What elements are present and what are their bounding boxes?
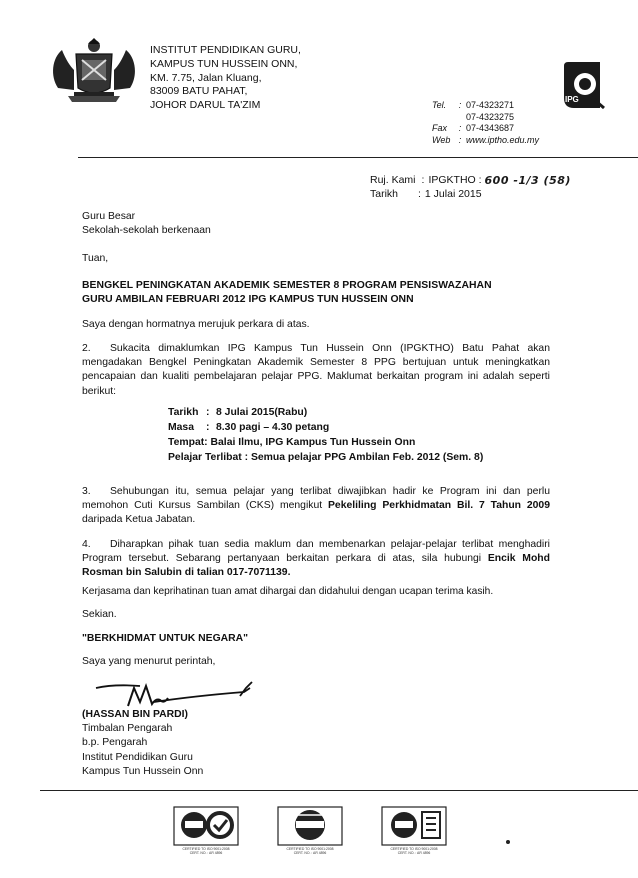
cert-label (168, 847, 244, 855)
detail-label: Tarikh (168, 407, 199, 418)
contact-row (432, 100, 539, 112)
cert-label (272, 847, 348, 855)
paragraph-2 (82, 342, 550, 399)
detail-venue (168, 435, 483, 450)
detail-participants (168, 450, 483, 465)
cert-number: CERT. NO. : AR 4896 (189, 851, 223, 855)
date-value: 1 Julai 2015 (424, 187, 482, 200)
signatory-org: Institut Pendidikan Guru (82, 751, 193, 763)
recipient-line: Guru Besar (82, 211, 136, 222)
contact-value: 07-4323271 (466, 100, 515, 110)
detail-value: 8 Julai 2015(Rabu) (216, 407, 308, 418)
contact-row (432, 135, 539, 147)
para-text-bold: Pekeliling Perkhidmatan Bil. 7 Tahun 2009 (327, 500, 550, 512)
detail-value: 8.30 pagi – 4.30 petang (216, 422, 330, 433)
detail-date (168, 405, 483, 420)
paragraph-3 (82, 485, 550, 528)
salutation: Tuan, (82, 253, 109, 264)
closing-perintah: Saya yang menurut perintah, (82, 656, 216, 667)
subject-line: BENGKEL PENINGKATAN AKADEMIK SEMESTER 8 PROGRAM PENSISWAZAHAN (82, 280, 492, 291)
contact-value-web[interactable]: www.iptho.edu.my (466, 134, 540, 145)
institute-line: 83009 BATU PAHAT, (150, 85, 248, 98)
signatory-name: (HASSAN BIN PARDI) (82, 709, 189, 720)
ref-row (370, 174, 571, 188)
institute-line: INSTITUT PENDIDIKAN GURU, (150, 44, 301, 56)
detail-sep: : (206, 422, 210, 433)
iso-cert-icon (376, 803, 452, 847)
closing-sekian: Sekian. (82, 609, 117, 620)
contact-value: 07-4323275 (466, 111, 515, 122)
date-sep: : (418, 187, 421, 200)
closing-thanks: Kerjasama dan keprihatinan tuan amat dihargai dan didahului dengan ucapan terima kasih. (82, 586, 494, 597)
ipg-logo-icon (560, 56, 606, 114)
date-row (370, 188, 571, 202)
contact-block (432, 100, 539, 146)
para-number: 4. (82, 539, 91, 550)
para-text: Sehubungan itu, semua pelajar yang terlibat diwajibkan hadir ke Program ini dan perlu memohon Cuti Kursus Sambilan (CKS) mengikut (82, 486, 550, 512)
contact-sep: : (458, 123, 462, 134)
institute-line: KM. 7.75, Jalan Kluang, (150, 71, 262, 84)
para-text: daripada Ketua Jabatan. (82, 514, 196, 526)
institute-line: KAMPUS TUN HUSSEIN ONN, (150, 57, 298, 70)
institute-address (150, 44, 301, 113)
detail-time (168, 420, 483, 435)
iso-cert-badge (168, 803, 244, 859)
iso-cert-icon (272, 803, 348, 847)
signatory-title: Timbalan Pengarah (82, 723, 173, 735)
para-text-bold: Encik Mohd Rosman bin Salubin di talian 017-7071139. (82, 553, 550, 579)
contact-row (432, 112, 539, 124)
iso-cert-badge (376, 803, 452, 859)
contact-label: Tel. (432, 100, 447, 110)
footer-divider (40, 790, 638, 791)
certification-logos (168, 803, 458, 859)
recipient (82, 210, 550, 238)
subject-line: GURU AMBILAN FEBRUARI 2012 IPG KAMPUS TUN HUSSEIN ONN (82, 294, 414, 306)
contact-sep (454, 112, 466, 124)
cert-text: CERTIFIED TO ISO 9001:2008 (182, 847, 230, 851)
detail-label: Masa (168, 422, 194, 433)
reference-block (370, 174, 571, 201)
iso-cert-icon (168, 803, 244, 847)
ref-handwritten: 600 -1/3 (58) (484, 174, 571, 187)
ref-sep: : (421, 174, 425, 186)
contact-label: Fax (432, 123, 448, 134)
ipg-logo-text: IPG (565, 95, 579, 104)
detail-sep: : (206, 407, 210, 418)
stray-dot (506, 840, 510, 844)
cert-label (376, 847, 452, 855)
para-number: 3. (82, 486, 91, 497)
ref-label: Ruj. Kami (370, 174, 416, 186)
detail-value: Pelajar Terlibat : Semua pelajar PPG Ambilan Feb. 2012 (Sem. 8) (168, 452, 484, 463)
iso-cert-badge (272, 803, 348, 859)
date-label: Tarikh (370, 187, 399, 200)
para-number: 2. (82, 343, 91, 354)
para-text: Diharapkan pihak tuan sedia maklum dan membenarkan pelajar-pelajar terlibat menghadiri Program tersebut. Sebarang pertanyaan berkaitan perkara di atas, sila hubungi (82, 539, 550, 565)
contact-label: Web (432, 134, 451, 145)
cert-text: CERTIFIED TO ISO 9001:2008 (286, 847, 334, 851)
paragraph-1: Saya dengan hormatnya merujuk perkara di atas. (82, 319, 310, 330)
contact-sep: : (458, 134, 462, 145)
cert-text: CERTIFIED TO ISO 9001:2008 (390, 847, 438, 851)
signatory-org: Kampus Tun Hussein Onn (82, 765, 204, 777)
motto: "BERKHIDMAT UNTUK NEGARA" (82, 633, 249, 644)
paragraph-4 (82, 538, 550, 581)
detail-value: Tempat: Balai Ilmu, IPG Kampus Tun Hussein Onn (168, 437, 416, 448)
recipient-line: Sekolah-sekolah berkenaan (82, 225, 211, 237)
contact-label (432, 112, 454, 124)
ref-value: IPGKTHO : (428, 174, 482, 186)
contact-value: 07-4343687 (466, 123, 515, 134)
event-details (168, 405, 483, 465)
para-text: Sukacita dimaklumkan IPG Kampus Tun Hussein Onn (IPGKTHO) Batu Pahat akan mengadakan Bengkel Peningkatan Akademik Semester 8 PPG bertujuan untuk meningkatkan pencapaian dan kualiti pembelajaran pelajar PPG. Maklumat berkaitan program ini adalah seperti berikut: (82, 343, 550, 397)
signatory (82, 708, 550, 779)
cert-number: CERT. NO. : AR 4896 (293, 851, 327, 855)
contact-row (432, 123, 539, 135)
cert-number: CERT. NO. : AR 4896 (397, 851, 431, 855)
signatory-title: b.p. Pengarah (82, 737, 148, 749)
institute-line: JOHOR DARUL TA'ZIM (150, 99, 261, 112)
malaysia-crest-icon (48, 36, 140, 106)
subject (82, 279, 556, 307)
header-divider (78, 157, 638, 158)
contact-sep: : (458, 100, 462, 110)
